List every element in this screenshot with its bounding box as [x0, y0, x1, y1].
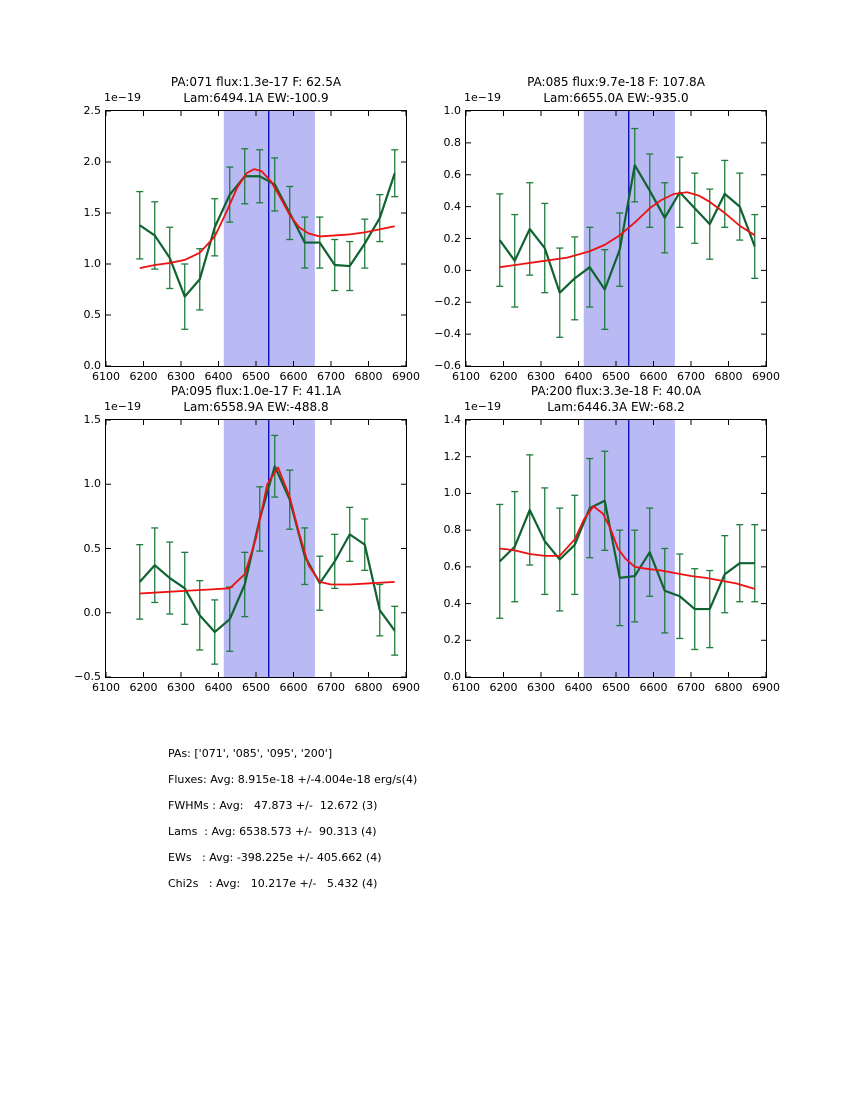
x-tick-label: 6900	[752, 370, 780, 383]
y-tick-label: 0.0	[83, 359, 101, 372]
plot-title-line2: Lam:6655.0A EW:-935.0	[543, 91, 689, 105]
x-tick-label: 6900	[392, 370, 420, 383]
y-tick-label: −0.4	[434, 327, 461, 341]
plot-title-line2: Lam:6494.1A EW:-100.9	[183, 91, 329, 105]
plot-canvas	[466, 111, 766, 366]
x-tick-label: 6700	[317, 370, 345, 383]
y-tick-label: 0.5	[83, 308, 101, 321]
y-tick-label: 1.0	[83, 257, 101, 270]
x-tick-label: 6300	[527, 370, 555, 383]
x-tick-label: 6900	[392, 681, 420, 694]
y-tick-label: 0.4	[443, 596, 461, 610]
y-tick-label: 1.5	[83, 206, 101, 219]
x-tick-label: 6700	[677, 370, 705, 383]
x-tick-label: 6400	[204, 370, 233, 383]
y-axis-offset-label: 1e−19	[104, 91, 141, 104]
plot-title-line2: Lam:6558.9A EW:-488.8	[183, 400, 329, 414]
plot-title-line2: Lam:6446.3A EW:-68.2	[547, 400, 685, 414]
plot-title-line1: PA:200 flux:3.3e-18 F: 40.0A	[530, 384, 702, 398]
x-tick-label: 6700	[677, 681, 705, 694]
plot-title-line1: PA:085 flux:9.7e-18 F: 107.8A	[527, 75, 705, 89]
y-tick-label: 0.5	[83, 541, 101, 555]
summary-line-ews: EWs : Avg: -398.225e +/- 405.662 (4)	[168, 851, 382, 864]
y-tick-label: 0.6	[443, 559, 461, 573]
y-tick-label: 1.4	[443, 413, 461, 426]
x-tick-label: 6800	[354, 681, 383, 694]
x-tick-label: 6500	[242, 370, 270, 383]
plot-canvas	[466, 420, 766, 677]
x-tick-label: 6500	[602, 681, 630, 694]
x-tick-label: 6500	[602, 370, 630, 383]
x-tick-label: 6800	[714, 681, 743, 694]
summary-line-lams: Lams : Avg: 6538.573 +/- 90.313 (4)	[168, 825, 377, 838]
y-axis-offset-label: 1e−19	[464, 91, 501, 104]
subplot-pa-200	[443, 384, 780, 694]
x-tick-label: 6400	[204, 681, 233, 694]
x-tick-label: 6200	[489, 681, 518, 694]
x-tick-label: 6800	[354, 370, 383, 383]
x-tick-label: 6700	[317, 681, 345, 694]
x-tick-label: 6600	[279, 370, 308, 383]
x-tick-label: 6300	[167, 370, 195, 383]
y-tick-label: 0.0	[83, 605, 101, 619]
plot-title-line1: PA:095 flux:1.0e-17 F: 41.1A	[170, 384, 342, 398]
y-tick-label: 0.2	[443, 231, 461, 245]
y-tick-label: −0.6	[434, 359, 461, 372]
y-tick-label: 0.8	[443, 523, 461, 537]
x-tick-label: 6100	[452, 681, 480, 694]
summary-line-chi2s: Chi2s : Avg: 10.217e +/- 5.432 (4)	[168, 877, 378, 890]
subplot-pa-085	[434, 75, 780, 383]
plot-canvas	[106, 420, 406, 677]
error-bar	[136, 192, 143, 259]
x-tick-label: 6300	[167, 681, 195, 694]
plot-title-line1: PA:071 flux:1.3e-17 F: 62.5A	[170, 75, 342, 89]
summary-line-fwhms: FWHMs : Avg: 47.873 +/- 12.672 (3)	[168, 799, 378, 812]
x-tick-label: 6100	[452, 370, 480, 383]
error-bar	[136, 545, 143, 620]
x-tick-label: 6600	[639, 370, 668, 383]
x-tick-label: 6100	[92, 370, 120, 383]
x-tick-label: 6400	[564, 370, 593, 383]
x-tick-label: 6200	[129, 370, 158, 383]
summary-text-block	[168, 741, 417, 897]
y-tick-label: −0.2	[434, 295, 461, 309]
summary-line-pas: PAs: ['071', '085', '095', '200']	[168, 747, 333, 760]
y-tick-label: 0.0	[443, 670, 461, 683]
x-tick-label: 6800	[714, 370, 743, 383]
x-tick-label: 6200	[129, 681, 158, 694]
y-axis-offset-label: 1e−19	[464, 400, 501, 413]
y-tick-label: 1.0	[443, 486, 461, 500]
y-axis-offset-label: 1e−19	[104, 400, 141, 413]
x-tick-label: 6200	[489, 370, 518, 383]
y-tick-label: 1.0	[83, 477, 101, 491]
subplot-pa-071	[83, 75, 420, 383]
y-tick-label: 0.2	[443, 633, 461, 647]
plot-canvas	[106, 111, 406, 366]
x-tick-label: 6900	[752, 681, 780, 694]
y-tick-label: 0.8	[443, 135, 461, 149]
y-tick-label: 0.4	[443, 199, 461, 213]
summary-line-fluxes: Fluxes: Avg: 8.915e-18 +/-4.004e-18 erg/s(4)	[168, 773, 418, 786]
x-tick-label: 6500	[242, 681, 270, 694]
y-tick-label: 1.2	[443, 449, 461, 463]
x-tick-label: 6600	[639, 681, 668, 694]
y-tick-label: 2.5	[83, 104, 101, 117]
x-tick-label: 6300	[527, 681, 555, 694]
x-tick-label: 6400	[564, 681, 593, 694]
y-tick-label: 1.5	[83, 413, 101, 426]
y-tick-label: 0.6	[443, 167, 461, 181]
y-tick-label: 0.0	[443, 263, 461, 277]
y-tick-label: 1.0	[443, 104, 461, 117]
x-tick-label: 6100	[92, 681, 120, 694]
y-tick-label: 2.0	[83, 155, 101, 168]
y-tick-label: −0.5	[74, 670, 101, 683]
x-tick-label: 6600	[279, 681, 308, 694]
subplot-pa-095	[74, 384, 420, 694]
